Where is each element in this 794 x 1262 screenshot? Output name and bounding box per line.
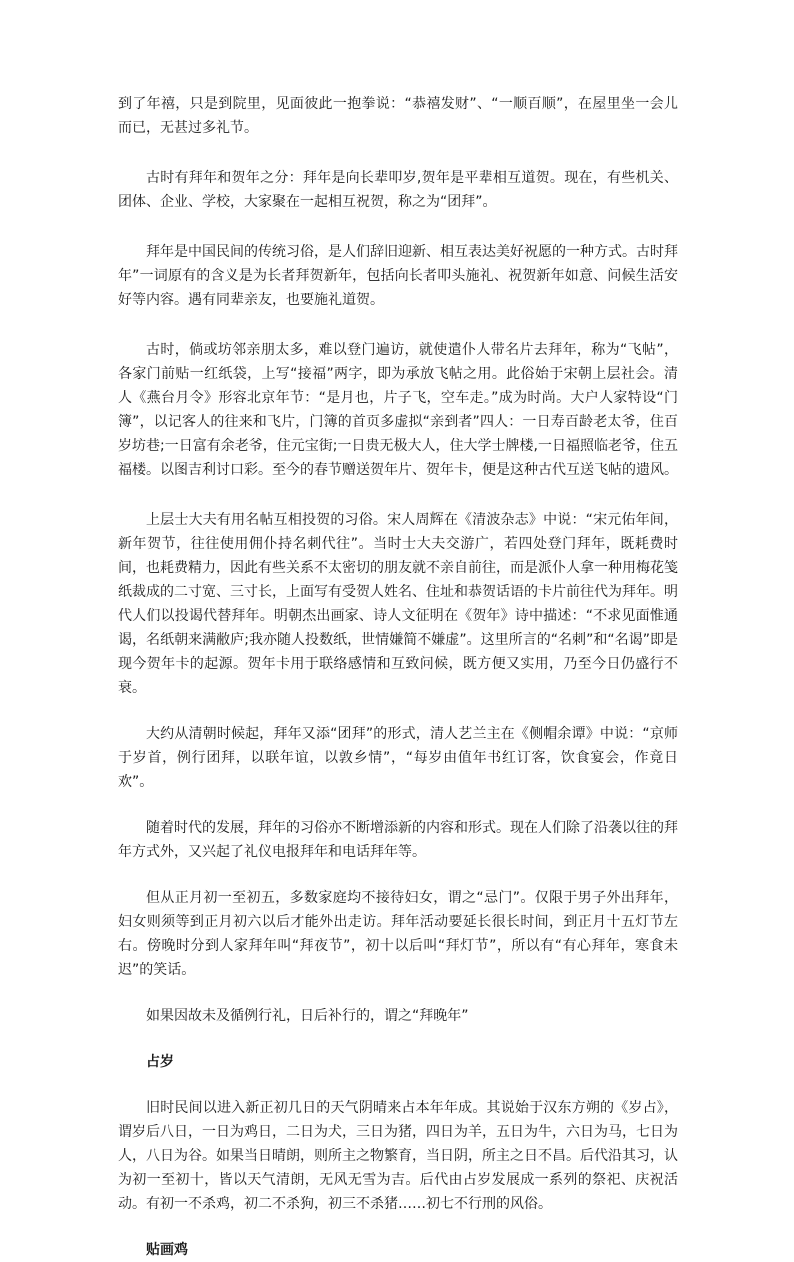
paragraph-4: 古时，倘或坊邻亲朋太多，难以登门遍访，就使遣仆人带名片去拜年，称为“飞帖”，各家门前贴一红纸袋，上写“接福”两字，即为承放飞帖之用。此俗始于宋朝上层社会。清人《燕台月令》形容北京年节：“是月也，片子飞，空车走。”成为时尚。大户人家特设“门簿”，以记客人的往来和飞片，门簿的首页多虚拟“亲到者”四人：一日寿百龄老太爷，住百岁坊巷;一日富有余老爷，住元宝街;一日贵无极大人，住大学士牌楼,一日福照临老爷，住五福楼。以图吉利讨口彩。至今的春节赠送贺年片、贺年卡，便是这种古代互送飞帖的遗风。 bbox=[118, 342, 678, 478]
paragraph-3: 拜年是中国民间的传统习俗，是人们辞旧迎新、相互表达美好祝愿的一种方式。古时拜年”一词原有的含义是为长者拜贺新年，包括向长者叩头施礼、祝贺新年如意、问候生活安好等内容。遇有同辈亲友，也要施礼道贺。 bbox=[118, 244, 678, 308]
paragraph-1: 到了年禧，只是到院里，见面彼此一抱拳说：“恭禧发财”、“一顺百顺”，在屋里坐一会儿而已，无甚过多礼节。 bbox=[118, 96, 678, 136]
paragraph-9: 如果因故未及循例行礼，日后补行的，谓之“拜晚年” bbox=[146, 1008, 469, 1024]
paragraph-zhansui: 旧时民间以进入新正初几日的天气阴晴来占本年年成。其说始于汉东方朔的《岁占》，谓岁后八日，一日为鸡日，二日为犬，三日为猪，四日为羊，五日为牛，六日为马，七日为人，八日为谷。如果当日晴朗，则所主之物繁育，当日阴，所主之日不昌。后代沿其习，认为初一至初十，皆以天气清朗，无风无雪为吉。后代由占岁发展成一系列的祭祀、庆祝活动。有初一不杀鸡，初二不杀狗，初三不杀猪……初七不行刑的风俗。 bbox=[118, 1100, 678, 1212]
paragraph-7: 随着时代的发展，拜年的习俗亦不断增添新的内容和形式。现在人们除了沿袭以往的拜年方式外，又兴起了礼仪电报拜年和电话拜年等。 bbox=[118, 820, 678, 860]
paragraph-8: 但从正月初一至初五，多数家庭均不接待妇女，谓之“忌门”。仅限于男子外出拜年，妇女则须等到正月初六以后才能外出走访。拜年活动要延长很长时间，到正月十五灯节左右。傍晚时分到人家拜年叫“拜夜节”，初十以后叫“拜灯节”，所以有“有心拜年，寒食未迟”的笑话。 bbox=[118, 890, 678, 978]
heading-tiehuaji: 贴画鸡 bbox=[146, 1242, 188, 1258]
heading-zhansui: 占岁 bbox=[146, 1054, 174, 1070]
paragraph-6: 大约从清朝时候起，拜年又添“团拜”的形式，清人艺兰主在《侧帽余谭》中说：“京师于岁首，例行团拜，以联年谊，以敦乡情”，“每岁由值年书红订客，饮食宴会，作竟日欢”。 bbox=[118, 726, 678, 790]
document-page bbox=[118, 92, 678, 1262]
paragraph-2: 古时有拜年和贺年之分：拜年是向长辈叩岁,贺年是平辈相互道贺。现在，有些机关、团体、企业、学校，大家聚在一起相互祝贺，称之为“团拜”。 bbox=[118, 170, 678, 210]
paragraph-5: 上层士大夫有用名帖互相投贺的习俗。宋人周辉在《清波杂志》中说：“宋元佑年间，新年贺节，往往使用佣仆持名刺代往”。当时士大夫交游广，若四处登门拜年，既耗费时间，也耗费精力，因此有些关系不太密切的朋友就不亲自前往，而是派仆人拿一种用梅花笺纸裁成的二寸宽、三寸长，上面写有受贺人姓名、住址和恭贺话语的卡片前往代为拜年。明代人们以投谒代替拜年。明朝杰出画家、诗人文征明在《贺年》诗中描述：“不求见面惟通谒，名纸朝来满敝庐;我亦随人投数纸，世情嫌简不嫌虚”。这里所言的“名刺”和“名谒”即是现今贺年卡的起源。贺年卡用于联络感情和互致问候，既方便又实用，乃至今日仍盛行不衰。 bbox=[118, 512, 678, 696]
